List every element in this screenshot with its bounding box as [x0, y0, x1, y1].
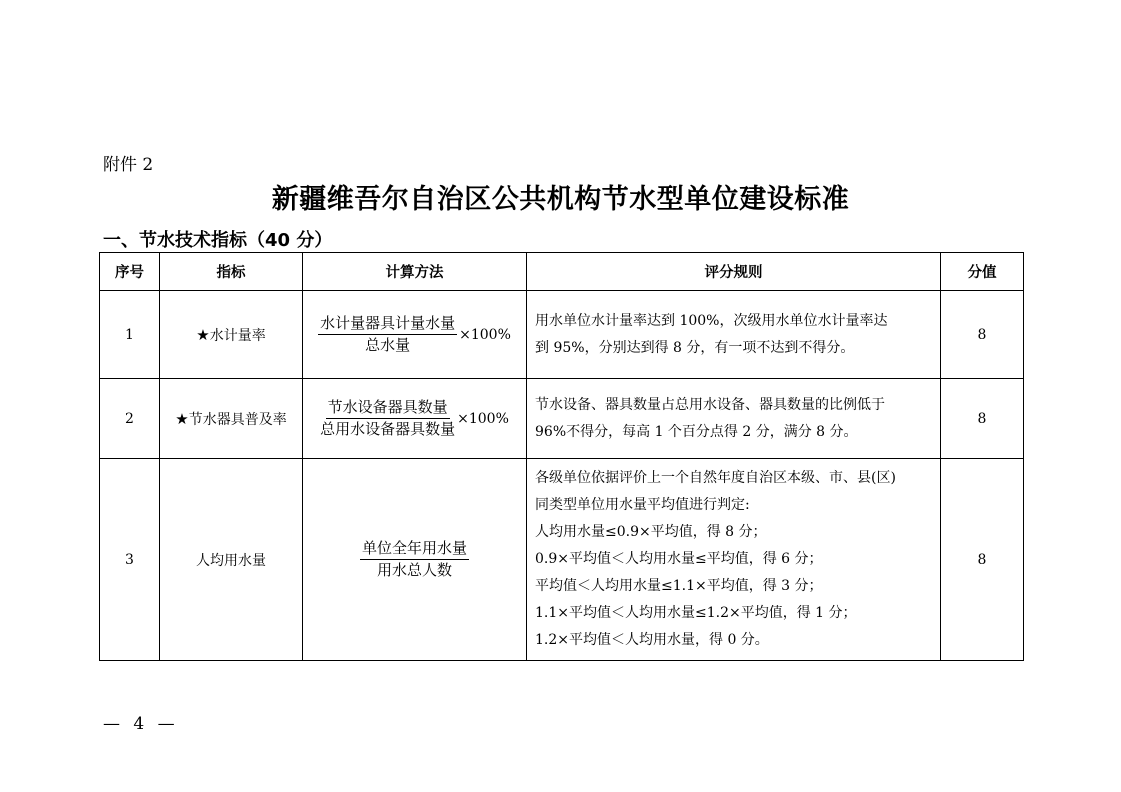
- score-cell: 8: [941, 379, 1024, 459]
- rule-line: 0.9×平均值＜人均用水量≤平均值，得 6 分；: [535, 551, 823, 567]
- fraction-denominator: 总用水设备器具数量: [320, 420, 456, 438]
- table-row: [100, 379, 1024, 459]
- rule-line: 用水单位水计量率达到 100%，次级用水单位水计量率达: [535, 312, 888, 329]
- indicator-name: 人均用水量: [196, 552, 266, 569]
- document-title: 新疆维吾尔自治区公共机构节水型单位建设标准: [271, 184, 850, 215]
- fraction: [320, 398, 455, 439]
- fraction-denominator: 用水总人数: [376, 561, 452, 579]
- table-row: [100, 291, 1024, 379]
- header-num: 序号: [100, 253, 160, 291]
- rule-line: 96%不得分，每高 1 个百分点得 2 分，满分 8 分。: [535, 423, 858, 440]
- indicator-cell: [160, 379, 303, 459]
- formula-cell: [303, 379, 527, 459]
- rule-cell: [527, 379, 941, 459]
- score-cell: 8: [941, 459, 1024, 661]
- fraction: [360, 539, 469, 580]
- formula-suffix: ×100%: [459, 326, 511, 343]
- indicator-cell: [160, 459, 303, 661]
- rule-line: 同类型单位用水量平均值进行判定:: [535, 497, 750, 513]
- rule-cell: [527, 291, 941, 379]
- table-row: [100, 459, 1024, 661]
- row-number: 2: [100, 379, 160, 459]
- indicator-cell: [160, 291, 303, 379]
- formula-cell: [303, 459, 527, 661]
- star-icon: ★: [196, 325, 210, 344]
- section-heading: 一、节水技术指标（40 分）: [103, 230, 333, 251]
- header-rule: 评分规则: [527, 253, 941, 291]
- fraction-numerator: 节水设备器具数量: [326, 398, 450, 419]
- rule-cell: [527, 459, 941, 661]
- attachment-label: 附件 2: [103, 155, 154, 175]
- star-icon: ★: [175, 409, 189, 428]
- rule-line: 人均用水量≤0.9×平均值，得 8 分；: [535, 524, 767, 540]
- rule-line: 1.2×平均值＜人均用水量，得 0 分。: [535, 632, 769, 648]
- header-indicator: 指标: [160, 253, 303, 291]
- rule-line: 各级单位依据评价上一个自然年度自治区本级、市、县(区): [535, 470, 896, 486]
- indicator-name: 水计量率: [209, 327, 266, 344]
- fraction: [318, 314, 457, 355]
- formula-cell: [303, 291, 527, 379]
- header-method: 计算方法: [303, 253, 527, 291]
- score-cell: 8: [941, 291, 1024, 379]
- fraction-numerator: 单位全年用水量: [360, 539, 469, 560]
- table-header-row: [100, 253, 1024, 291]
- rule-line: 到 95%，分别达到得 8 分，有一项不达到不得分。: [535, 339, 855, 356]
- fraction-denominator: 总水量: [365, 336, 411, 354]
- rule-line: 节水设备、器具数量占总用水设备、器具数量的比例低于: [535, 396, 885, 413]
- header-score: 分值: [941, 253, 1024, 291]
- rule-line: 1.1×平均值＜人均用水量≤1.2×平均值，得 1 分；: [535, 605, 857, 621]
- page-number: — 4 —: [103, 714, 179, 734]
- row-number: 3: [100, 459, 160, 661]
- standards-table: [99, 252, 1024, 661]
- rule-line: 平均值＜人均用水量≤1.1×平均值，得 3 分；: [535, 578, 823, 594]
- formula-suffix: ×100%: [457, 410, 509, 427]
- row-number: 1: [100, 291, 160, 379]
- indicator-name: 节水器具普及率: [188, 411, 287, 428]
- fraction-numerator: 水计量器具计量水量: [318, 314, 457, 335]
